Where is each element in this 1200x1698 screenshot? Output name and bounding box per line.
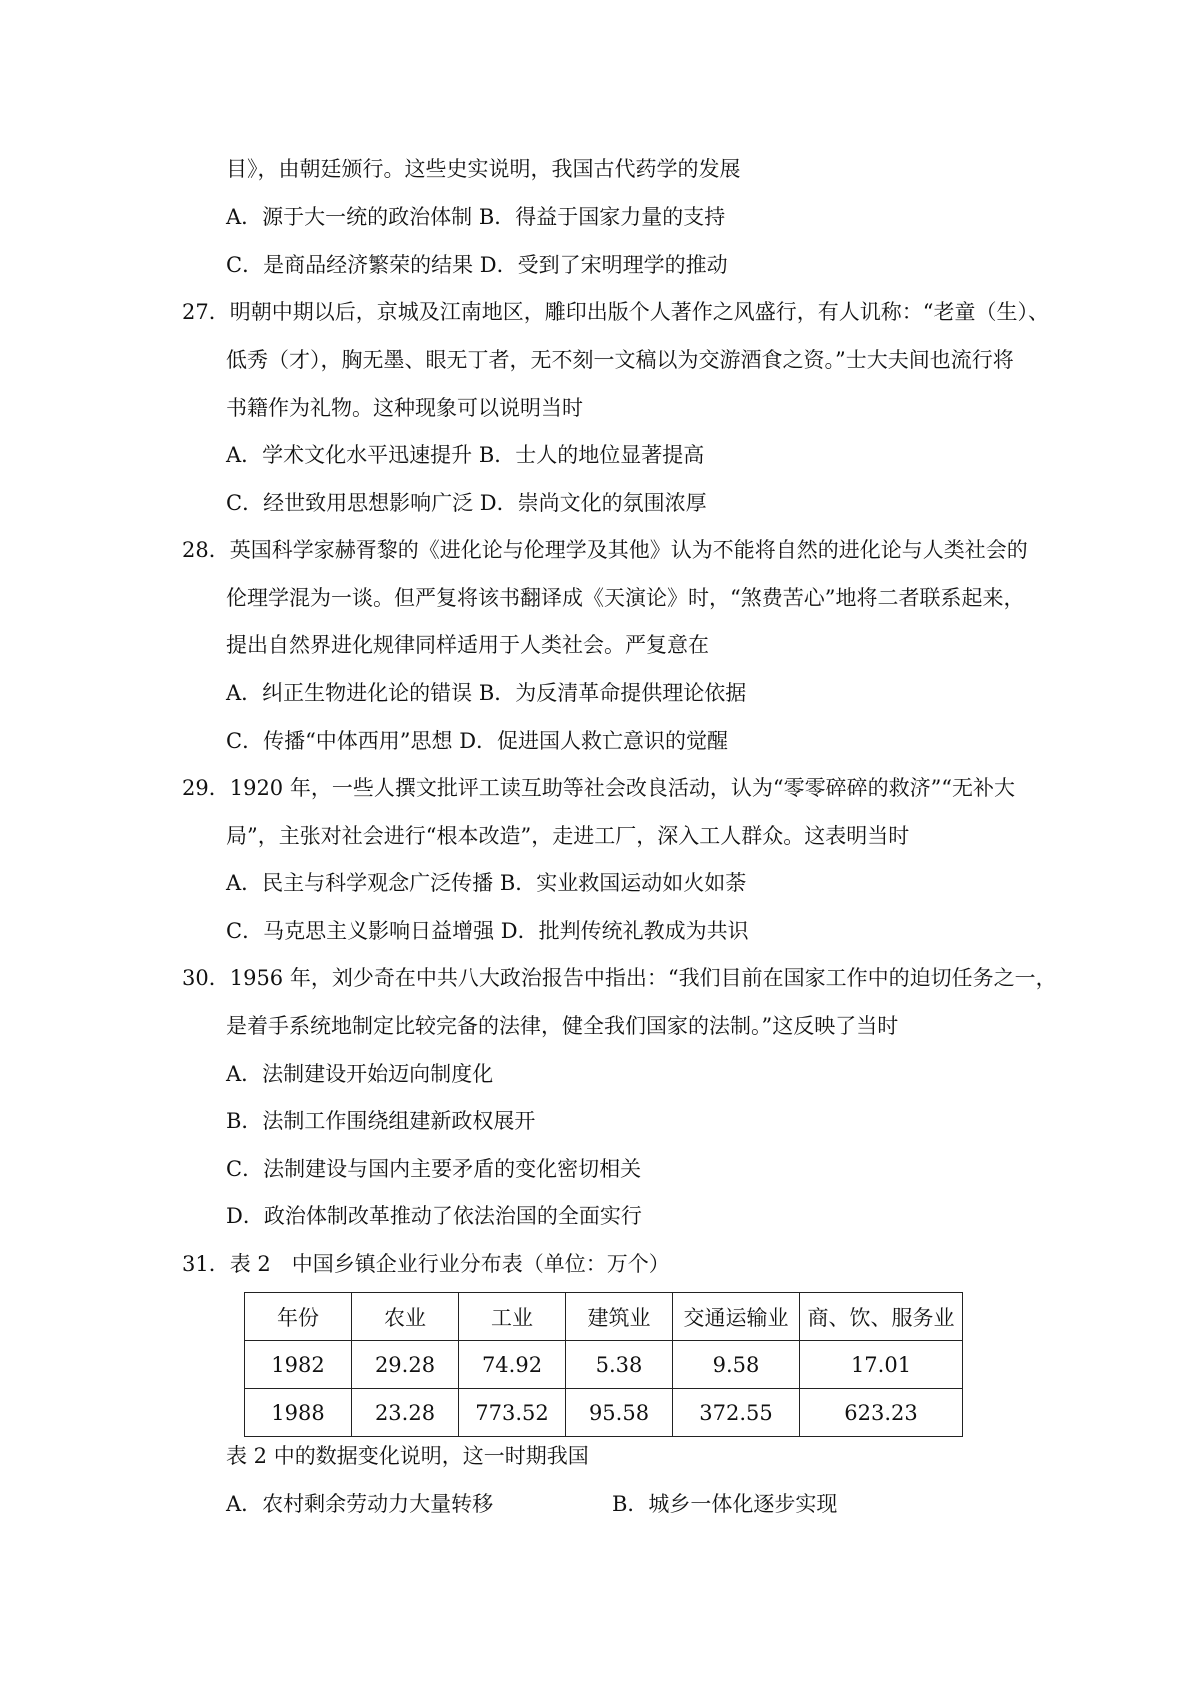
q30-option-d: D．政治体制改革推动了依法治国的全面实行 (226, 1204, 642, 1228)
q30-option-a: A．法制建设开始迈向制度化 (226, 1062, 494, 1086)
township-enterprise-table (244, 1292, 963, 1437)
table-cell: 95.58 (566, 1389, 673, 1437)
table-cell: 773.52 (459, 1389, 566, 1437)
q28-stem-line1: 28．英国科学家赫胥黎的《进化论与伦理学及其他》认为不能将自然的进化论与人类社会的 (182, 538, 1028, 562)
q31-stem-after-table: 表 2 中的数据变化说明，这一时期我国 (226, 1444, 589, 1468)
q29-options-ab: A．民主与科学观念广泛传播 B．实业救国运动如火如荼 (226, 871, 747, 895)
table-header-cell: 商、饮、服务业 (800, 1293, 963, 1341)
q28-options-cd: C．传播“中体西用”思想 D．促进国人救亡意识的觉醒 (226, 729, 729, 753)
table-header-cell: 建筑业 (566, 1293, 673, 1341)
q27-options-cd: C．经世致用思想影响广泛 D．崇尚文化的氛围浓厚 (226, 491, 707, 515)
q26-stem-continuation: 目》，由朝廷颁行。这些史实说明，我国古代药学的发展 (226, 157, 741, 181)
q30-stem-line2: 是着手系统地制定比较完备的法律，健全我们国家的法制。”这反映了当时 (226, 1014, 899, 1038)
table-cell: 372.55 (673, 1389, 800, 1437)
table-header-cell: 年份 (245, 1293, 352, 1341)
q29-stem-line1: 29．1920 年，一些人撰文批评工读互助等社会改良活动，认为“零零碎碎的救济”“无补大 (182, 776, 1016, 800)
q30-option-b: B．法制工作围绕组建新政权展开 (226, 1109, 536, 1133)
q27-stem-line3: 书籍作为礼物。这种现象可以说明当时 (226, 396, 583, 420)
q26-options-cd: C．是商品经济繁荣的结果 D．受到了宋明理学的推动 (226, 253, 728, 277)
q30-option-c: C．法制建设与国内主要矛盾的变化密切相关 (226, 1157, 642, 1181)
table-cell: 1988 (245, 1389, 352, 1437)
q27-options-ab: A．学术文化水平迅速提升 B．士人的地位显著提高 (226, 443, 705, 467)
table-cell: 29.28 (352, 1341, 459, 1389)
table-cell: 1982 (245, 1341, 352, 1389)
table-cell: 623.23 (800, 1389, 963, 1437)
q28-stem-line2: 伦理学混为一谈。但严复将该书翻译成《天演论》时，“煞费苦心”地将二者联系起来， (226, 586, 1025, 610)
table-header-cell: 交通运输业 (673, 1293, 800, 1341)
table-header-cell: 工业 (459, 1293, 566, 1341)
table-cell: 23.28 (352, 1389, 459, 1437)
table-header-cell: 农业 (352, 1293, 459, 1341)
table-cell: 5.38 (566, 1341, 673, 1389)
q26-options-ab: A．源于大一统的政治体制 B．得益于国家力量的支持 (226, 205, 726, 229)
q31-option-b: B．城乡一体化逐步实现 (612, 1492, 838, 1516)
q29-options-cd: C．马克思主义影响日益增强 D．批判传统礼教成为共识 (226, 919, 749, 943)
table-cell: 17.01 (800, 1341, 963, 1389)
q28-options-ab: A．纠正生物进化论的错误 B．为反清革命提供理论依据 (226, 681, 747, 705)
q30-stem-line1: 30．1956 年，刘少奇在中共八大政治报告中指出：“我们目前在国家工作中的迫切任务之一， (182, 966, 1057, 990)
q27-stem-line2: 低秀（才），胸无墨、眼无丁者，无不刻一文稿以为交游酒食之资。”士大夫间也流行将 (226, 348, 1014, 372)
q27-stem-line1: 27．明朝中期以后，京城及江南地区，雕印出版个人著作之风盛行，有人讥称：“老童（生）、 (182, 300, 1049, 324)
q28-stem-line3: 提出自然界进化规律同样适用于人类社会。严复意在 (226, 633, 709, 657)
q29-stem-line2: 局”，主张对社会进行“根本改造”，走进工厂，深入工人群众。这表明当时 (226, 824, 910, 848)
table-cell: 9.58 (673, 1341, 800, 1389)
q31-table-caption: 31．表 2 中国乡镇企业行业分布表（单位：万个） (182, 1252, 670, 1276)
table-row (245, 1341, 963, 1389)
q31-table-container (244, 1292, 963, 1437)
table-header-row (245, 1293, 963, 1341)
table-cell: 74.92 (459, 1341, 566, 1389)
q31-option-a: A．农村剩余劳动力大量转移 (226, 1492, 494, 1516)
table-row (245, 1389, 963, 1437)
